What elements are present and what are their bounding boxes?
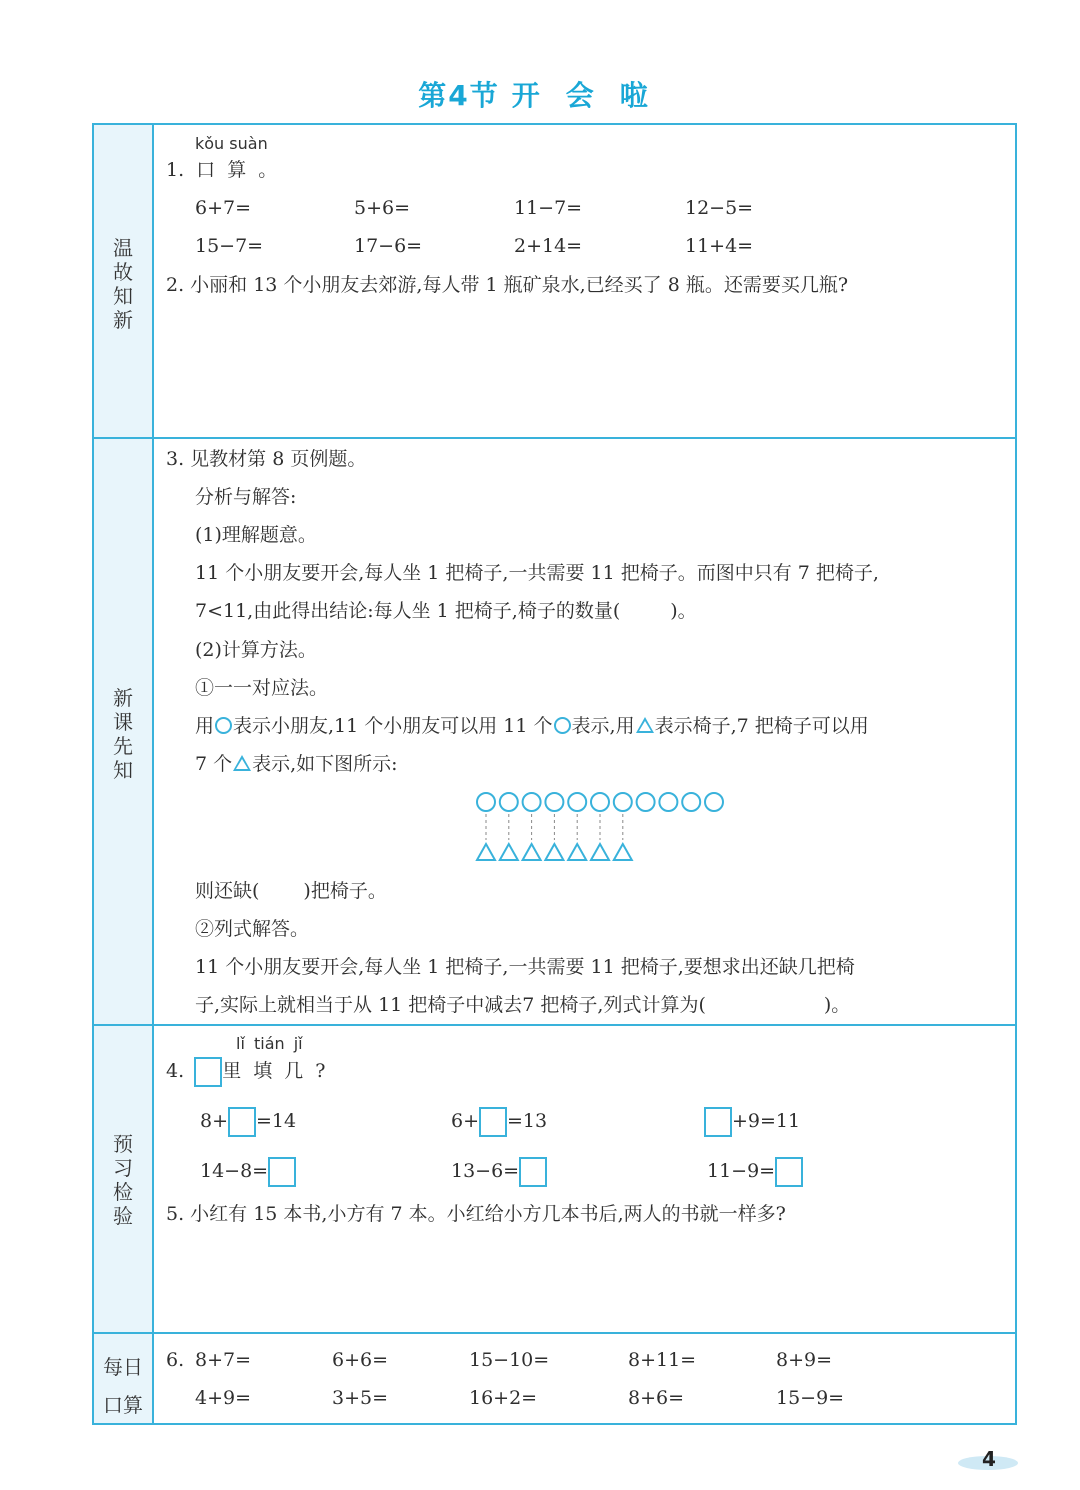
q6-expr: 8+9= — [776, 1349, 833, 1371]
answer-box[interactable] — [519, 1157, 547, 1187]
q4-expr: 14−8= — [200, 1154, 296, 1188]
q1-expr: 5+6= — [354, 197, 411, 219]
answer-box[interactable] — [268, 1157, 296, 1187]
q2-text: 2. 小丽和 13 个小朋友去郊游,每人带 1 瓶矿泉水,已经买了 8 瓶。还需要买几瓶? — [166, 274, 849, 296]
q6-expr: 15−10= — [469, 1349, 550, 1371]
q3-step1: (1)理解题意。 — [195, 524, 317, 546]
circle-icon — [554, 717, 571, 734]
q6-expr: 6+6= — [332, 1349, 389, 1371]
child-circle — [500, 793, 518, 811]
answer-box[interactable] — [228, 1107, 256, 1137]
q1-expr: 2+14= — [514, 235, 583, 257]
q6-num: 6. — [166, 1349, 185, 1371]
q6-expr: 15−9= — [776, 1387, 845, 1409]
child-circle — [659, 793, 677, 811]
page-title — [0, 74, 1080, 114]
chair-triangle — [591, 844, 609, 860]
q3-analysis: 分析与解答: — [195, 486, 297, 508]
q3-para1: 11 个小朋友要开会,每人坐 1 把椅子,一共需要 11 把椅子。而图中只有 7 把椅子, — [195, 562, 879, 584]
child-circle — [568, 793, 586, 811]
section-label-check: 预习检验 — [113, 1132, 133, 1228]
chair-triangle — [545, 844, 563, 860]
answer-box[interactable] — [194, 1057, 222, 1087]
chair-triangle — [614, 844, 632, 860]
child-circle — [545, 793, 563, 811]
child-circle — [637, 793, 655, 811]
page-number: 4 — [982, 1447, 996, 1471]
q6-expr: 16+2= — [469, 1387, 538, 1409]
q6-expr: 4+9= — [195, 1387, 252, 1409]
q3-para2: 7<11,由此得出结论:每人坐 1 把椅子,椅子的数量( )。 — [195, 600, 697, 622]
triangle-icon — [636, 717, 654, 733]
q3-para4: 7 个 表示,如下图所示: — [195, 753, 398, 775]
q5-text: 5. 小红有 15 本书,小方有 7 本。小红给小方几本书后,两人的书就一样多? — [166, 1203, 786, 1225]
title-char-2: 会 — [565, 79, 596, 112]
chair-triangle — [523, 844, 541, 860]
q3-step2: (2)计算方法。 — [195, 639, 317, 661]
child-circle — [682, 793, 700, 811]
q3-para3: 用 表示小朋友,11 个小朋友可以用 11 个 表示,用 表示椅子,7 把椅子可以用 — [195, 715, 869, 737]
child-circle — [614, 793, 632, 811]
title-char-1: 开 — [511, 79, 542, 112]
q4-expr: 8+ =14 — [200, 1104, 296, 1138]
q1-expr: 11−7= — [514, 197, 583, 219]
q6-expr: 3+5= — [332, 1387, 389, 1409]
q3-lack: 则还缺( )把椅子。 — [195, 880, 387, 902]
q1-expr: 6+7= — [195, 197, 252, 219]
q3-title: 3. 见教材第 8 页例题。 — [166, 448, 367, 470]
title-char-3: 啦 — [619, 79, 650, 112]
triangle-icon — [233, 755, 251, 771]
q1-expr: 12−5= — [685, 197, 754, 219]
q1-expr: 15−7= — [195, 235, 264, 257]
q3-method1: ①一一对应法。 — [195, 677, 329, 699]
q6-expr: 8+11= — [628, 1349, 697, 1371]
child-circle — [523, 793, 541, 811]
q4-expr: +9=11 — [704, 1104, 800, 1138]
q4-pinyin: lǐ tián jǐ — [236, 1034, 303, 1053]
q4-expr: 11−9= — [707, 1154, 803, 1188]
q3-method2: ②列式解答。 — [195, 918, 310, 940]
q4-label: 4. 里 填 几 ? — [166, 1057, 326, 1087]
divider-2 — [92, 1024, 1017, 1026]
answer-box[interactable] — [479, 1107, 507, 1137]
child-circle — [705, 793, 723, 811]
q1-pinyin: kǒu suàn — [195, 134, 268, 153]
answer-box[interactable] — [704, 1107, 732, 1137]
chair-triangle — [500, 844, 518, 860]
child-circle — [477, 793, 495, 811]
q1-label: 1. 口 算 。 — [166, 159, 278, 181]
divider-1 — [92, 437, 1017, 439]
divider-3 — [92, 1332, 1017, 1334]
answer-box[interactable] — [775, 1157, 803, 1187]
section-label-review: 温故知新 — [113, 236, 133, 332]
title-section: 第4节 — [418, 79, 500, 112]
q4-expr: 13−6= — [451, 1154, 547, 1188]
q4-expr: 6+ =13 — [451, 1104, 547, 1138]
q6-expr: 8+7= — [195, 1349, 252, 1371]
q1-expr: 11+4= — [685, 235, 754, 257]
chair-triangle — [568, 844, 586, 860]
chair-triangle — [477, 844, 495, 860]
q1-expr: 17−6= — [354, 235, 423, 257]
circle-icon — [215, 717, 232, 734]
section-label-preview: 新课先知 — [113, 686, 133, 782]
q3-para6: 子,实际上就相当于从 11 把椅子中减去7 把椅子,列式计算为( )。 — [195, 994, 851, 1016]
one-to-one-diagram — [470, 790, 740, 866]
child-circle — [591, 793, 609, 811]
q3-para5: 11 个小朋友要开会,每人坐 1 把椅子,一共需要 11 把椅子,要想求出还缺几把椅 — [195, 956, 855, 978]
section-label-daily: 每日 口算 — [103, 1355, 143, 1417]
q6-expr: 8+6= — [628, 1387, 685, 1409]
